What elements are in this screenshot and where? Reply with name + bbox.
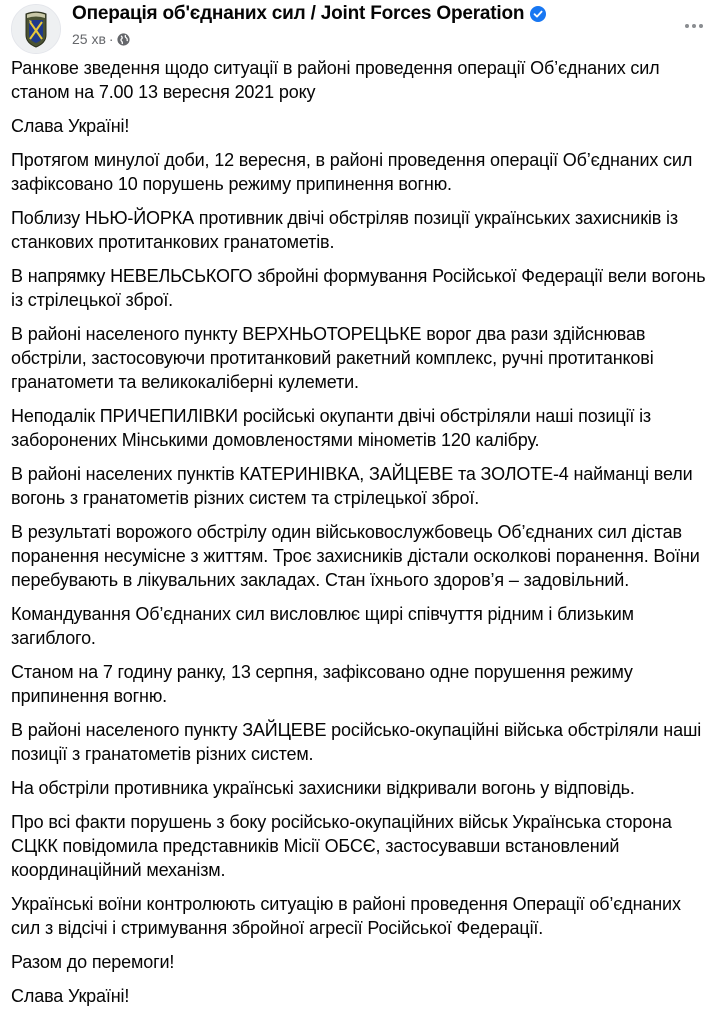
verified-badge-icon: [530, 6, 546, 22]
post-paragraph: Командування Об’єднаних сил висловлює щирі співчуття рідним і близьким загиблого.: [11, 604, 634, 648]
post-paragraph: Слава Україні!: [11, 116, 130, 136]
author-name[interactable]: Операція об'єднаних сил / Joint Forces Operation: [72, 3, 525, 24]
post-meta: [72, 31, 130, 47]
more-dot: [685, 24, 689, 28]
globe-icon: [117, 33, 130, 46]
meta-separator: ·: [108, 31, 114, 47]
post-paragraph: Протягом минулої доби, 12 вересня, в районі проведення операції Об’єднаних сил зафіксовано 10 порушень режиму припинення вогню.: [11, 150, 693, 194]
post-paragraph: В районі населеного пункту ВЕРХНЬОТОРЕЦЬКЕ ворог два рази здійснював обстріли, застосовуючи протитанковий ракетний комплекс, ручні протитанкові гранатомети та великокаліберні кулемети.: [11, 324, 654, 392]
post-paragraph: Українські воїни контролюють ситуацію в районі проведення Операції об’єднаних сил з відсічі і стримування збройної агресії Російської Федерації.: [11, 894, 681, 938]
post-paragraph: В районі населених пунктів КАТЕРИНІВКА, ЗАЙЦЕВЕ та ЗОЛОТЕ-4 найманці вели вогонь з гранатометів різних систем та стрілецької зброї.: [11, 464, 693, 508]
post-paragraph: Про всі факти порушень з боку російсько-окупаційних військ Українська сторона СЦКК повідомила представників Місії ОБСЄ, застосувавши встановлений координаційний механізм.: [11, 812, 672, 880]
more-dot: [692, 24, 696, 28]
post-body: [0, 56, 722, 1008]
more-dot: [699, 24, 703, 28]
post-paragraph: На обстріли противника українські захисники відкривали вогонь у відповідь.: [11, 778, 635, 798]
author-row: [72, 3, 546, 25]
post-paragraph: В напрямку НЕВЕЛЬСЬКОГО збройні формування Російської Федерації вели вогонь із стрілецької зброї.: [11, 266, 706, 310]
post-paragraph: Поблизу НЬЮ-ЙОРКА противник двічі обстріляв позиції українських захисників із станкових протитанкових гранатометів.: [11, 208, 678, 252]
post-paragraph: Разом до перемоги!: [11, 952, 175, 972]
post-paragraph: Станом на 7 годину ранку, 13 серпня, зафіксовано одне порушення режиму припинення вогню.: [11, 662, 633, 706]
post-paragraph: Неподалік ПРИЧЕПИЛІВКИ російські окупанти двічі обстріляли наші позиції із заборонених Мінськими домовленостями мінометів 120 калібру.: [11, 406, 652, 450]
post-paragraph: Ранкове зведення щодо ситуації в районі проведення операції Об’єднаних сил станом на 7.00 13 вересня 2021 року: [11, 58, 660, 102]
avatar[interactable]: [11, 4, 61, 54]
jfo-emblem-icon: [12, 5, 60, 53]
more-options-button[interactable]: [678, 16, 710, 36]
post-paragraph: В районі населеного пункту ЗАЙЦЕВЕ російсько-окупаційні війська обстріляли наші позиції з гранатометів різних систем.: [11, 720, 702, 764]
post-paragraph: В результаті ворожого обстрілу один військовослужбовець Об’єднаних сил дістав поранення несумісне з життям. Троє захисників дістали осколкові поранення. Воїни перебувають в лікувальних закладах. Стан їхнього здоров’я – задовільний.: [11, 522, 700, 590]
post-header: [0, 0, 722, 56]
post-paragraph: Слава Україні!: [11, 986, 130, 1006]
post-timestamp[interactable]: 25 хв: [72, 31, 106, 47]
